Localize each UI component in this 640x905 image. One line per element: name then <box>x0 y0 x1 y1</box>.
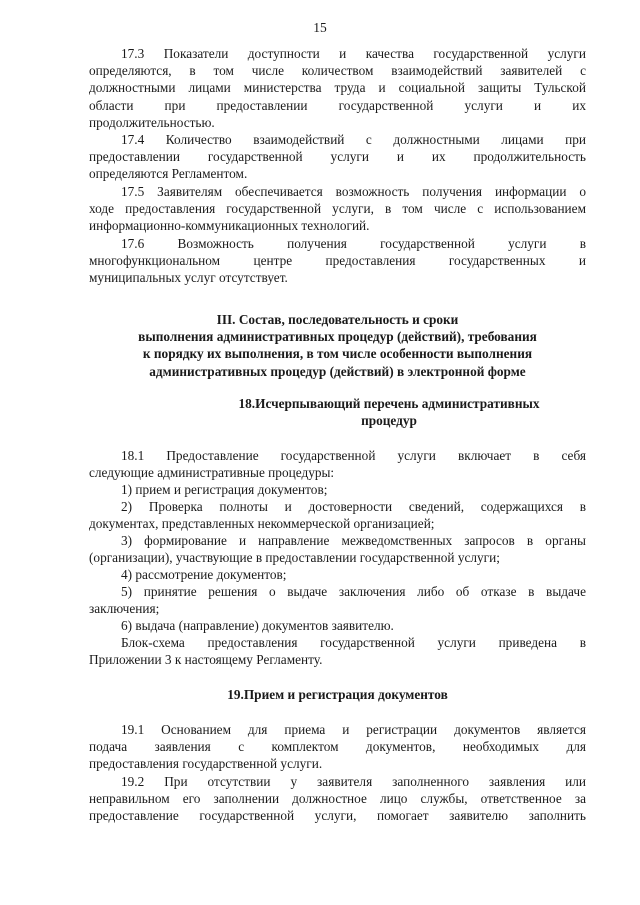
heading-line: 19.Прием и регистрация документов <box>227 687 448 702</box>
text-line: 19.1 Основанием для приема и регистрации документов является <box>121 722 586 737</box>
text-line: 19.2 При отсутствии у заявителя заполненного заявления или <box>121 774 586 789</box>
text-line: заключения; <box>89 601 160 617</box>
text-line: 18.1 Предоставление государственной услуги включает в себя <box>121 448 586 463</box>
text-line: Блок-схема предоставления государственной услуги приведена в <box>121 635 586 650</box>
text-line: (организации), участвующие в предоставлении государственной услуги; <box>89 550 500 566</box>
paragraph-19-1 <box>89 721 586 773</box>
list-item-2 <box>89 498 586 532</box>
paragraph-block-scheme <box>89 634 586 668</box>
text-line: 4) рассмотрение документов; <box>121 567 287 582</box>
paragraph-19-2 <box>89 773 586 825</box>
paragraph-17-6 <box>89 235 586 287</box>
text-line: 1) прием и регистрация документов; <box>121 482 328 497</box>
text-line: ходе предоставления государственной услуги, в том числе с использованием <box>89 201 586 217</box>
heading-line: III. Состав, последовательность и сроки <box>216 312 459 327</box>
paragraph-17-3 <box>89 45 586 131</box>
text-line: 17.4 Количество взаимодействий с должностными лицами при <box>121 132 586 147</box>
page-number: 15 <box>313 20 327 35</box>
heading-line: процедур <box>361 413 417 429</box>
text-line: многофункциональном центре предоставления государственных и <box>89 253 586 269</box>
list-item-5 <box>89 583 586 617</box>
text-line: документах, представленных некоммерческой организацией; <box>89 516 435 532</box>
text-line: 5) принятие решения о выдаче заключения либо об отказе в выдаче <box>121 584 586 599</box>
text-line: следующие административные процедуры: <box>89 465 335 481</box>
text-line: 3) формирование и направление межведомственных запросов в органы <box>121 533 586 548</box>
paragraph-17-5 <box>89 183 586 235</box>
text-line: определяются Регламентом. <box>89 166 248 182</box>
text-line: Приложении 3 к настоящему Регламенту. <box>89 652 323 668</box>
text-line: продолжительностью. <box>89 114 215 130</box>
heading-line: выполнения административных процедур (действий), требования <box>138 329 537 345</box>
text-line: предоставления государственной услуги. <box>89 756 323 772</box>
list-item-4 <box>89 566 586 583</box>
text-line: должностными лицами министерства труда и социальной защиты Тульской <box>89 80 586 96</box>
text-line: подача заявления с комплектом документов, необходимых для <box>89 739 586 755</box>
heading-line: административных процедур (действий) в электронной форме <box>149 363 526 379</box>
list-item-6 <box>89 617 586 634</box>
text-line: неправильном его заполнении должностное лицо службы, ответственное за <box>89 791 586 807</box>
text-line: 17.5 Заявителям обеспечивается возможность получения информации о <box>121 184 586 199</box>
heading-18 <box>214 395 564 429</box>
text-line: информационно-коммуникационных технологий. <box>89 218 370 234</box>
text-line: 2) Проверка полноты и достоверности сведений, содержащихся в <box>121 499 586 514</box>
text-line: определяются, в том числе количеством взаимодействий заявителей с <box>89 63 586 79</box>
text-line: предоставление государственной услуги, помогает заявителю заполнить <box>89 808 586 824</box>
heading-19 <box>89 686 586 703</box>
section-3-heading <box>89 311 586 380</box>
paragraph-18-1 <box>89 447 586 481</box>
list-item-1 <box>89 481 586 498</box>
text-line: 6) выдача (направление) документов заявителю. <box>121 618 394 633</box>
text-line: муниципальных услуг отсутствует. <box>89 270 288 286</box>
text-line: предоставлении государственной услуги и их продолжительность <box>89 149 586 165</box>
text-line: области при предоставлении государственной услуги и их <box>89 97 586 113</box>
heading-line: 18.Исчерпывающий перечень административных <box>238 396 540 411</box>
paragraph-17-4 <box>89 131 586 183</box>
heading-line: к порядку их выполнения, в том числе особенности выполнения <box>142 346 533 362</box>
text-line: 17.3 Показатели доступности и качества государственной услуги <box>121 46 586 61</box>
list-item-3 <box>89 532 586 566</box>
text-line: 17.6 Возможность получения государственной услуги в <box>121 236 586 251</box>
